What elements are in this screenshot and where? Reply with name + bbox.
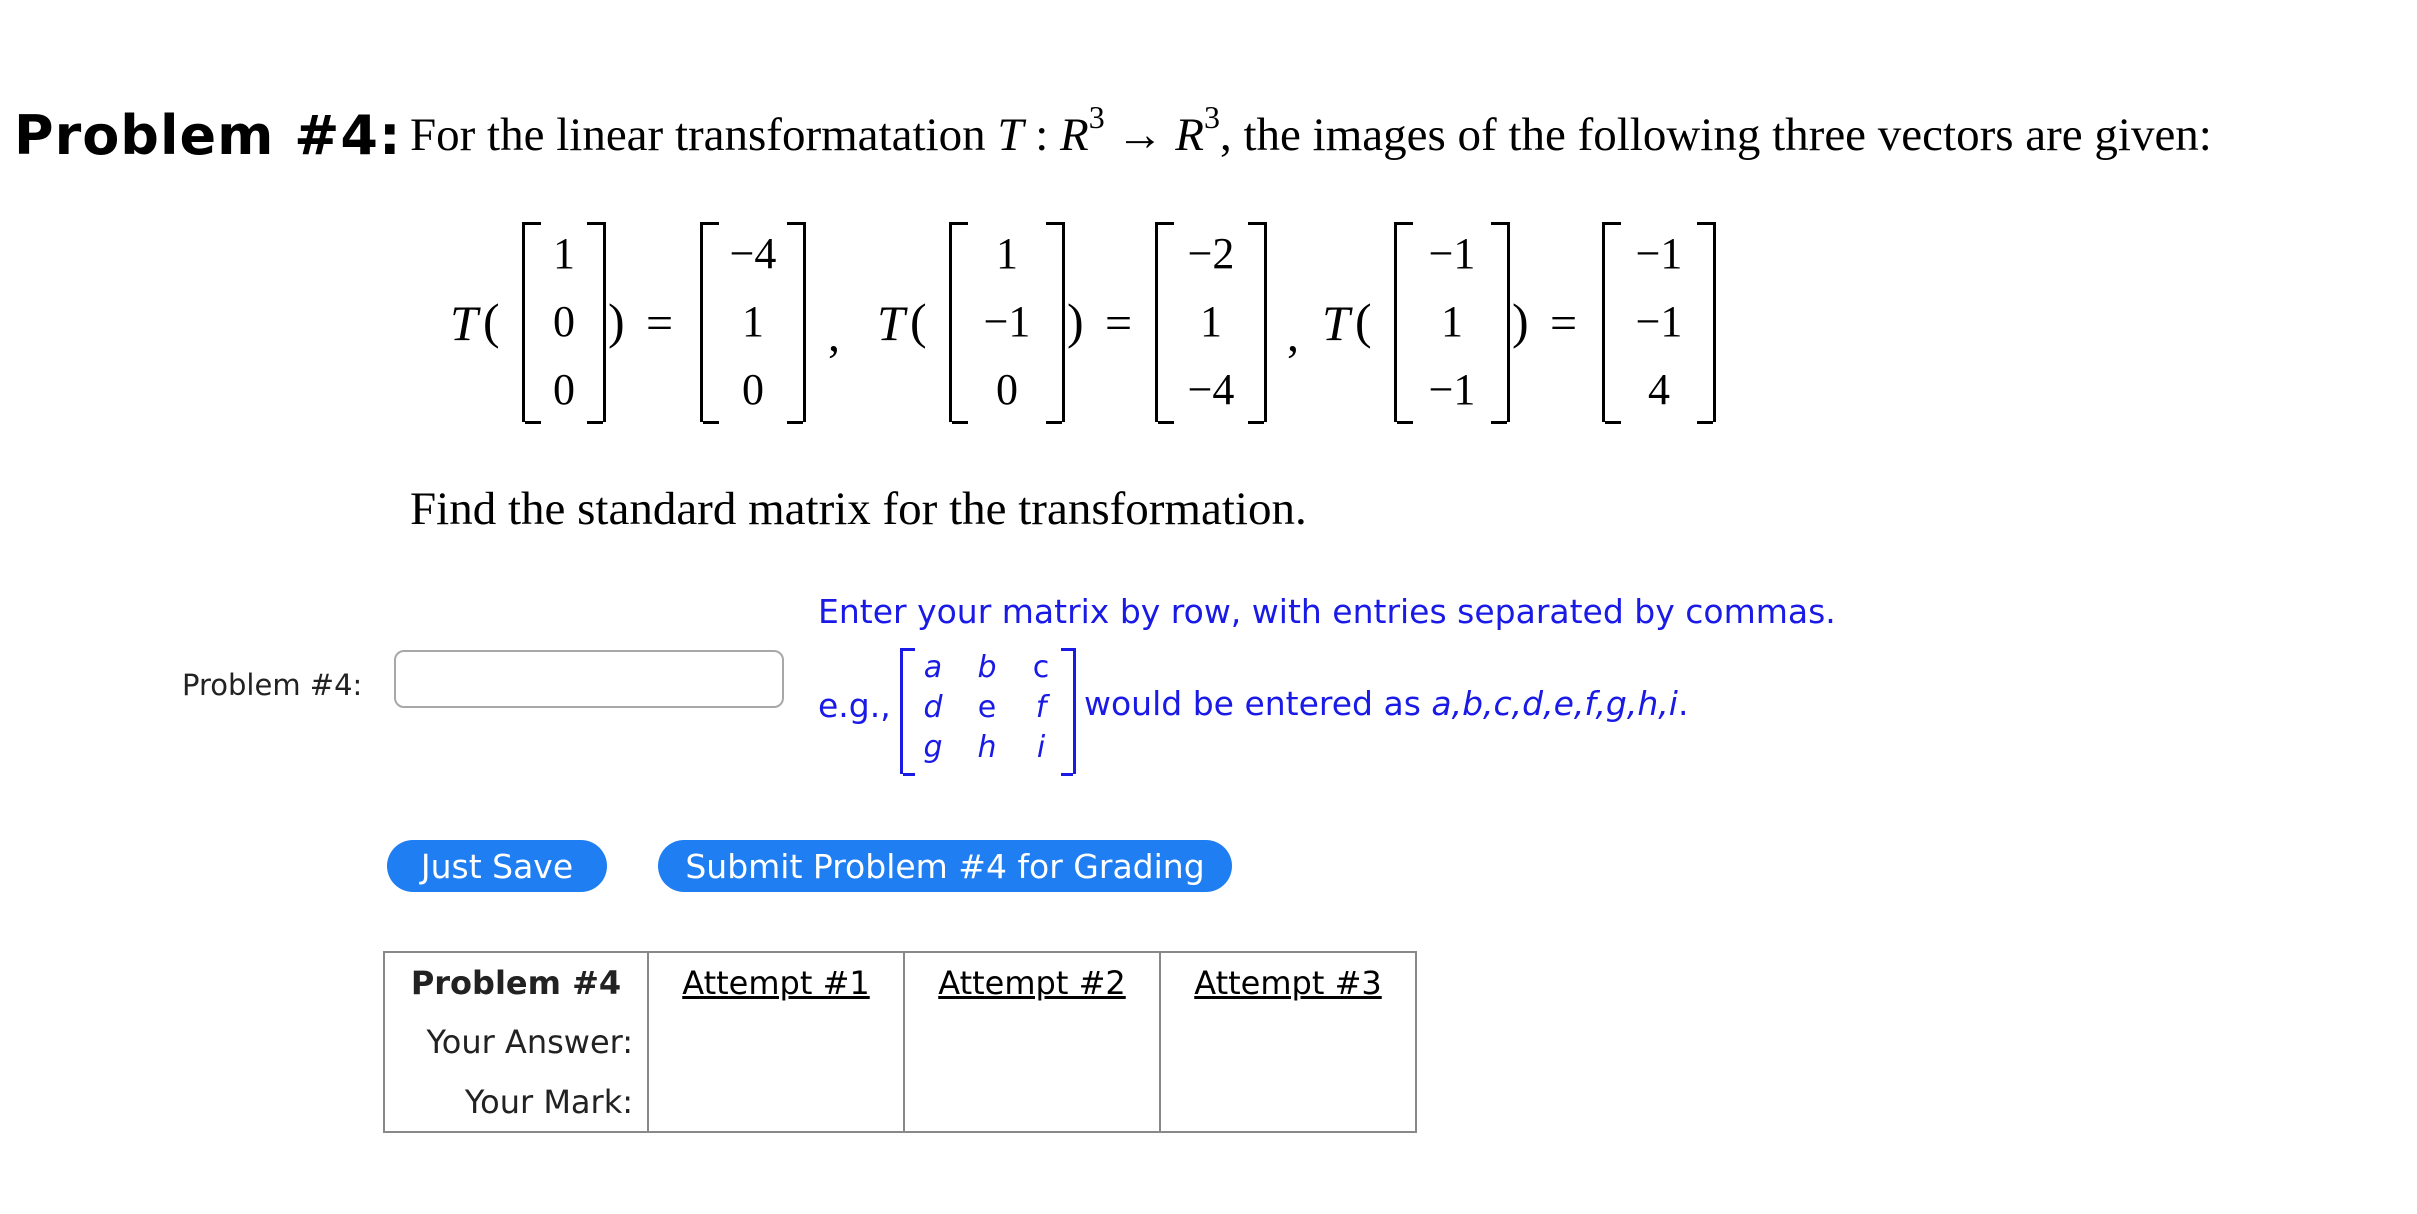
answer-input[interactable]: [394, 650, 784, 708]
answer-cell-3: [1160, 1012, 1416, 1072]
answer-cell-1: [648, 1012, 904, 1072]
example-entry: a: [923, 650, 943, 685]
vector-entry: 1: [1441, 297, 1463, 346]
answer-cell-2: [904, 1012, 1160, 1072]
entry-instructions: Enter your matrix by row, with entries separated by commas.: [818, 592, 1836, 631]
row-label-your-answer: Your Answer:: [384, 1012, 648, 1072]
vector-entry: −1: [1635, 229, 1683, 278]
just-save-button[interactable]: Just Save: [387, 840, 607, 892]
vector-entry: 1: [553, 229, 575, 278]
left-paren: (: [910, 293, 927, 349]
example-explanation: [1084, 684, 1688, 723]
example-entry: f: [1035, 690, 1047, 725]
problem-statement: [410, 99, 2212, 162]
statement-suffix: , the images of the following three vectors are given:: [1219, 109, 2212, 161]
vector-entry: −4: [729, 229, 777, 278]
left-paren: (: [1355, 293, 1372, 349]
separator-comma: ,: [1287, 309, 1299, 362]
right-paren: ): [1512, 293, 1529, 349]
map-domain: R: [1060, 109, 1089, 161]
map-colon: :: [1023, 109, 1061, 161]
transform-symbol: T: [877, 295, 905, 351]
example-entry: h: [977, 730, 997, 765]
vector-entry: 0: [553, 297, 575, 346]
left-paren: (: [483, 293, 500, 349]
mark-cell-3: [1160, 1072, 1416, 1132]
mark-cell-1: [648, 1072, 904, 1132]
transform-symbol: T: [1322, 295, 1350, 351]
map-symbol-T: T: [997, 109, 1024, 161]
row-label-your-mark: Your Mark:: [384, 1072, 648, 1132]
example-entry: e: [977, 690, 997, 725]
vector-entry: −2: [1187, 229, 1235, 278]
example-answer-format: a,b,c,d,e,f,g,h,i: [1431, 684, 1678, 723]
vector-entry: −1: [1428, 229, 1476, 278]
map-codomain: R: [1175, 109, 1204, 161]
map-arrow: →: [1104, 109, 1176, 161]
vector-entry: 0: [996, 365, 1018, 414]
vector-entry: −1: [1428, 365, 1476, 414]
problem-heading: Problem #4:: [14, 104, 402, 167]
table-row: [384, 1012, 1416, 1072]
output-vector-3: [1602, 222, 1716, 422]
example-entry: i: [1036, 730, 1046, 765]
example-entry: b: [977, 650, 997, 685]
separator-comma: ,: [828, 309, 840, 362]
right-paren: ): [1067, 293, 1084, 349]
vector-entry: −1: [1635, 297, 1683, 346]
example-tail-end: .: [1677, 684, 1689, 723]
example-matrix: [900, 648, 1076, 774]
vector-entry: 1: [1200, 297, 1222, 346]
table-row: [384, 1072, 1416, 1132]
attempt-1-link[interactable]: Attempt #1: [682, 963, 870, 1002]
answer-label: Problem #4:: [182, 668, 363, 702]
equals-sign: =: [646, 297, 674, 350]
attempts-table: [383, 951, 1417, 1133]
equals-sign: =: [1550, 297, 1578, 350]
vector-entry: 1: [742, 297, 764, 346]
vector-entry: 4: [1648, 365, 1670, 414]
example-tail-text: would be entered as: [1084, 684, 1432, 723]
input-vector-1: [522, 222, 606, 422]
example-entry: g: [923, 730, 943, 765]
vector-entry: 1: [996, 229, 1018, 278]
vector-entry: 0: [553, 365, 575, 414]
vector-entry: −1: [983, 297, 1031, 346]
example-prefix: e.g.,: [818, 686, 891, 725]
right-paren: ): [608, 293, 625, 349]
attempt-3-link[interactable]: Attempt #3: [1194, 963, 1382, 1002]
map-domain-exponent: 3: [1088, 99, 1105, 135]
attempt-2-link[interactable]: Attempt #2: [938, 963, 1126, 1002]
equals-sign: =: [1105, 297, 1133, 350]
submit-grading-button[interactable]: Submit Problem #4 for Grading: [658, 840, 1232, 892]
map-codomain-exponent: 3: [1203, 99, 1220, 135]
statement-prefix: For the linear transformatation: [410, 109, 986, 161]
output-vector-1: [700, 222, 806, 422]
input-vector-2: [949, 222, 1065, 422]
example-entry: c: [1032, 650, 1050, 685]
table-header-problem: Problem #4: [384, 952, 648, 1012]
task-prompt: Find the standard matrix for the transformation.: [410, 483, 1307, 535]
table-header-row: [384, 952, 1416, 1012]
vector-entry: 0: [742, 365, 764, 414]
output-vector-2: [1155, 222, 1267, 422]
example-entry: d: [923, 690, 943, 725]
input-vector-3: [1394, 222, 1510, 422]
vector-entry: −4: [1187, 365, 1235, 414]
mark-cell-2: [904, 1072, 1160, 1132]
transform-symbol: T: [450, 295, 478, 351]
